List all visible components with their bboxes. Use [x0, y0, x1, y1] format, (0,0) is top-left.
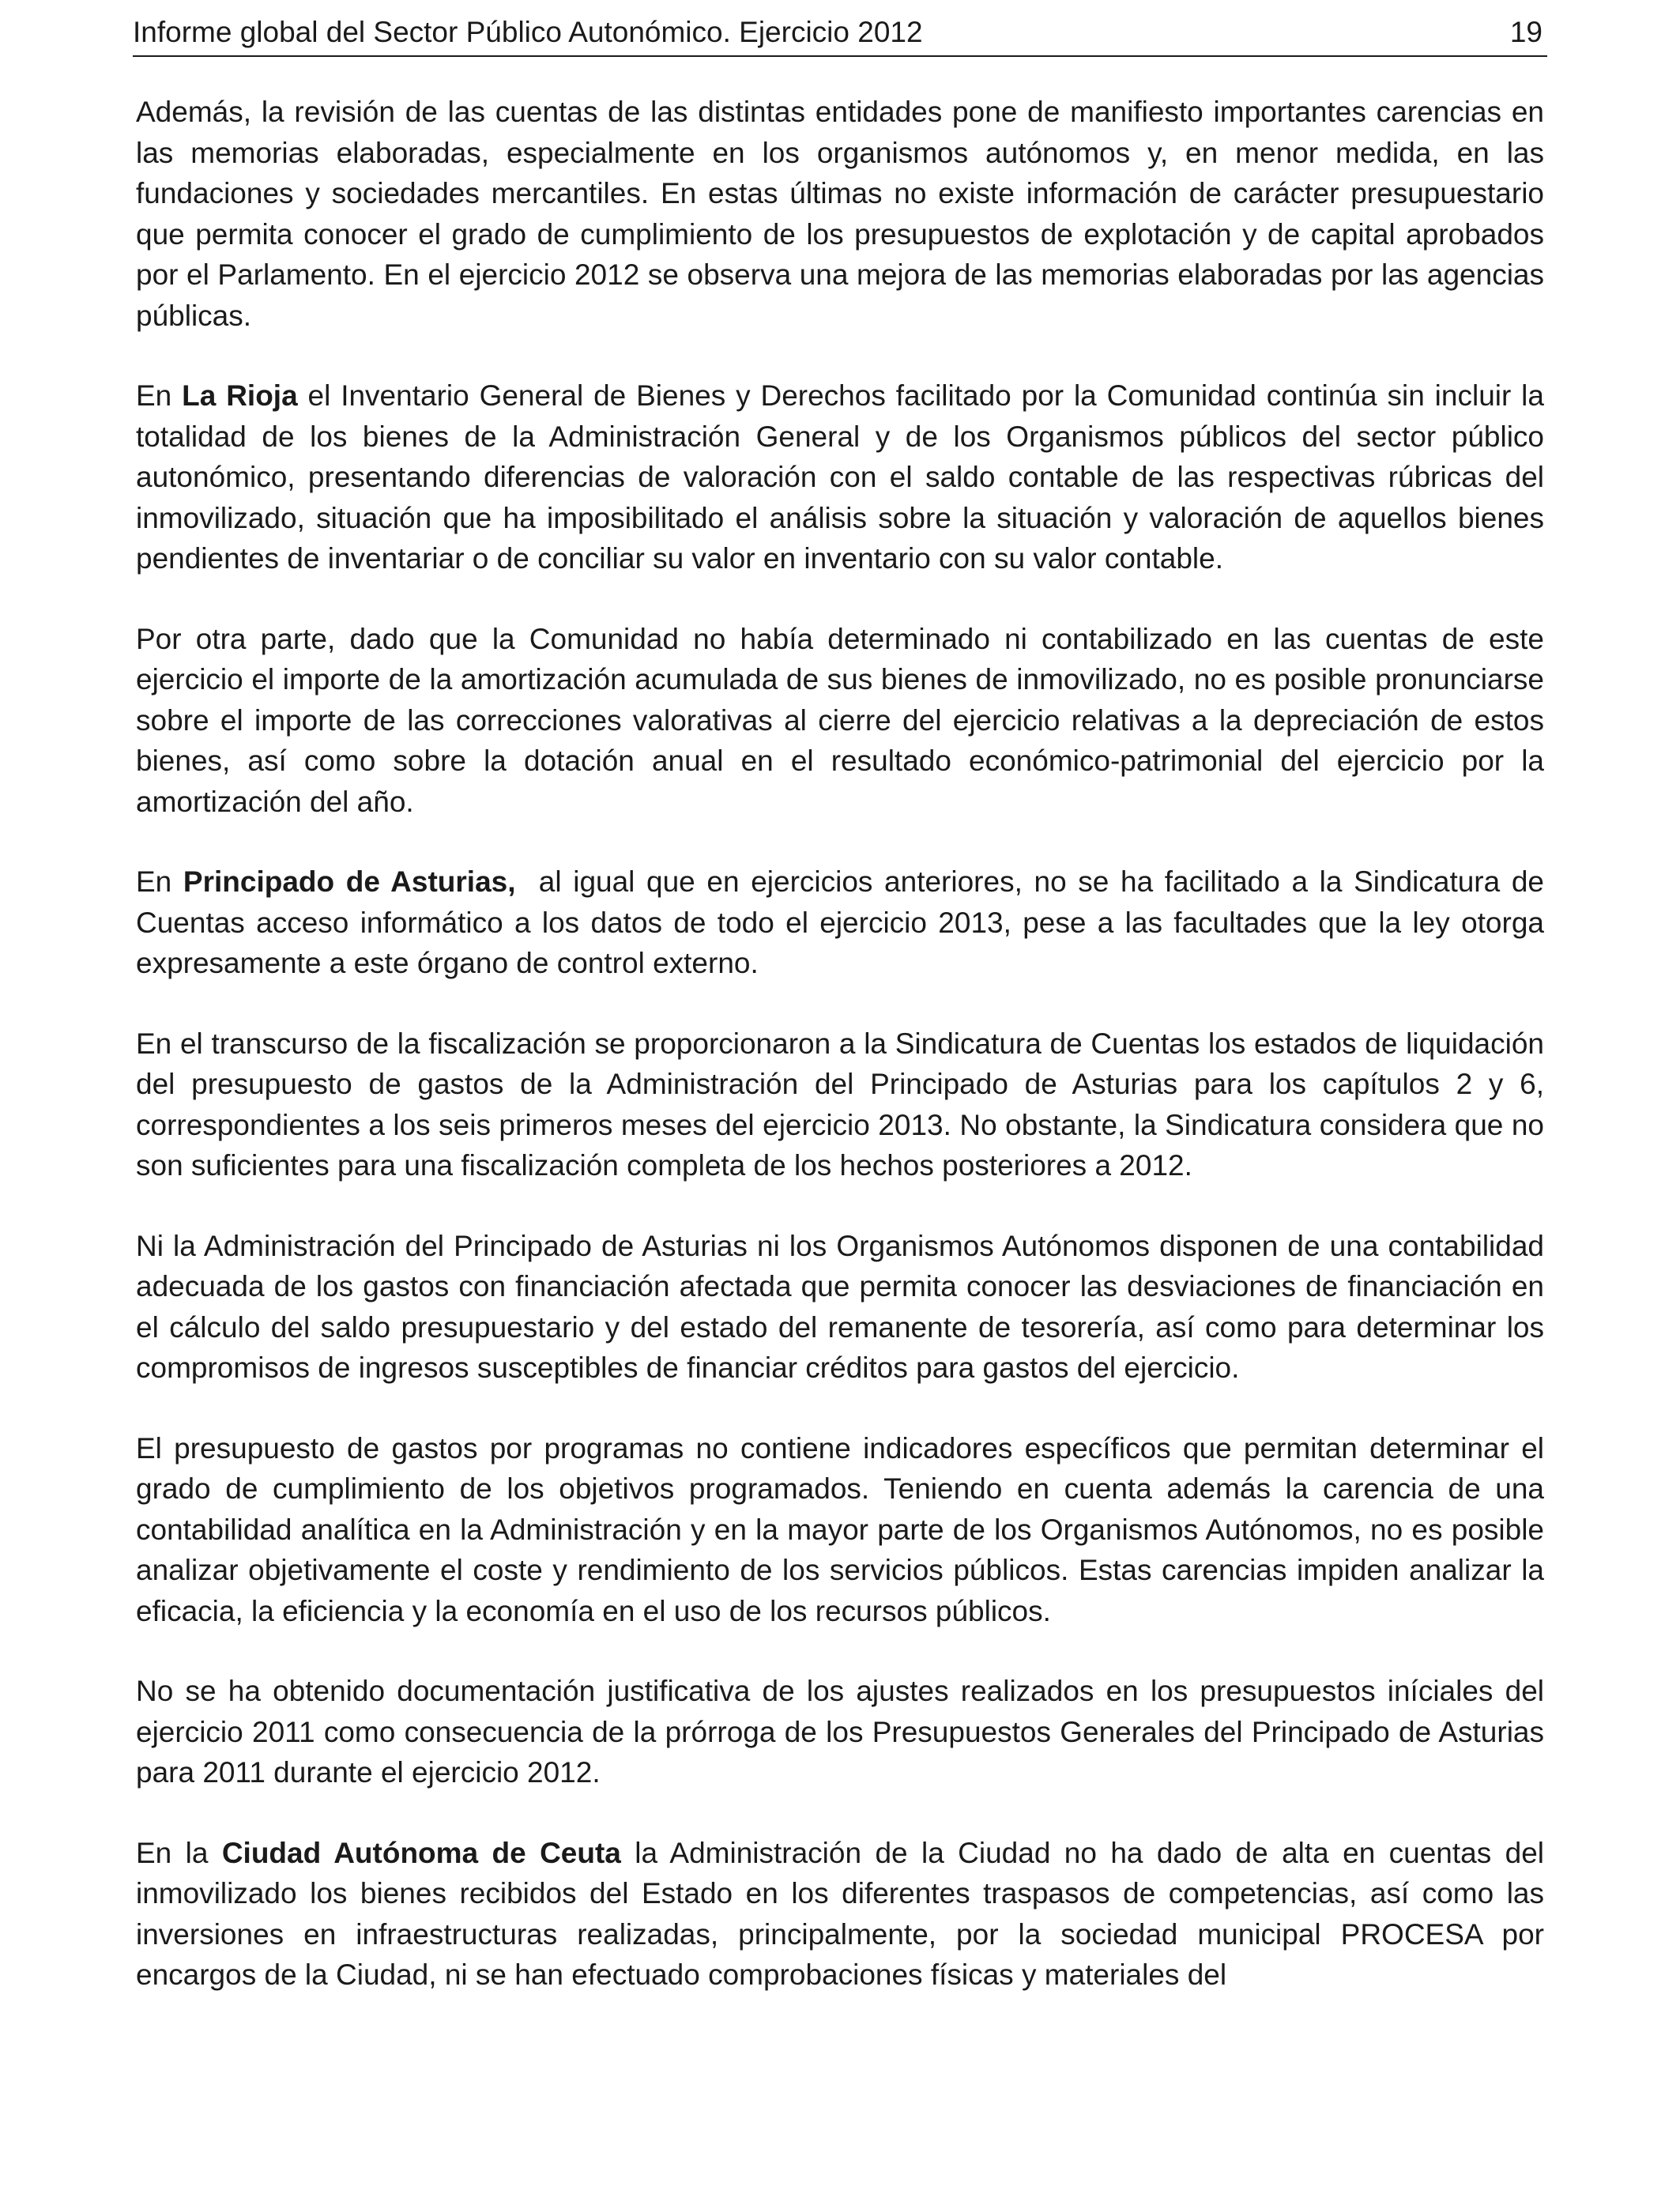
paragraph-ajustes: No se ha obtenido documentación justificativa de los ajustes realizados en los presupuestos iníciales del ejercicio 2011 como consecuencia de la prórroga de los Presupuestos Generales del Principado de Asturias para 2011 durante el ejercicio 2012. [136, 1675, 1544, 1789]
paragraph-amortizacion: Por otra parte, dado que la Comunidad no había determinado ni contabilizado en las cuentas de este ejercicio el importe de la amortización acumulada de sus bienes de inmovilizado, no es posible pronunciarse sobre el importe de las correcciones valorativas al cierre del ejercicio relativas a la depreciación de estos bienes, así como sobre la dotación anual en el resultado económico-patrimonial del ejercicio por la amortización del año. [136, 622, 1544, 818]
paragraph-fiscalizacion: En el transcurso de la fiscalización se proporcionaron a la Sindicatura de Cuentas los estados de liquidación del presupuesto de gastos de la Administración del Principado de Asturias para los capítulos 2 y 6, correspondientes a los seis primeros meses del ejercicio 2013. No obstante, la Sindicatura considera que no son suficientes para una fiscalización completa de los hechos posteriores a 2012. [136, 1027, 1544, 1182]
paragraph-principado-asturias: En Principado de Asturias, al igual que en ejercicios anteriores, no se ha facilitado a la Sindicatura de Cuentas acceso informático a los datos de todo el ejercicio 2013, pese a las facultades que la ley otorga expresamente a este órgano de control externo. [136, 865, 1553, 979]
paragraph-ceuta: En la Ciudad Autónoma de Ceuta la Administración de la Ciudad no ha dado de alta en cuentas del inmovilizado los bienes recibidos del Estado en los diferentes traspasos de competencias, así como las inversiones en infraestructuras realizadas, principalmente, por la sociedad municipal PROCESA por encargos de la Ciudad, ni se han efectuado comprobaciones físicas y materiales del [136, 1836, 1544, 1991]
paragraph-presupuesto-programas: El presupuesto de gastos por programas no contiene indicadores específicos que permitan determinar el grado de cumplimiento de los objetivos programados. Teniendo en cuenta además la carencia de una contabilidad analítica en la Administración y en la mayor parte de los Organismos Autónomos, no es posible analizar objetivamente el coste y rendimiento de los servicios públicos. Estas carencias impiden analizar la eficacia, la eficiencia y la economía en el uso de los recursos públicos. [136, 1431, 1544, 1627]
highlight-la-rioja: La Rioja [182, 379, 298, 412]
highlight-principado-asturias: Principado de Asturias, [183, 865, 516, 898]
paragraph-memorias: Además, la revisión de las cuentas de las distintas entidades pone de manifiesto importantes carencias en las memorias elaboradas, especialmente en los organismos autónomos y, en menor medida, en las fundaciones y sociedades mercantiles. En estas últimas no existe información de carácter presupuestario que permita conocer el grado de cumplimiento de los presupuestos de explotación y de capital aprobados por el Parlamento. En el ejercicio 2012 se observa una mejora de las memorias elaboradas por las agencias públicas. [136, 96, 1544, 332]
page-number: 19 [1509, 16, 1543, 48]
highlight-ceuta: Ciudad Autónoma de Ceuta [221, 1836, 621, 1869]
page-header [133, 14, 1547, 57]
paragraph-contabilidad: Ni la Administración del Principado de Asturias ni los Organismos Autónomos disponen de una contabilidad adecuada de los gastos con financiación afectada que permita conocer las desviaciones de financiación en el cálculo del saldo presupuestario y del estado del remanente de tesorería, así como para determinar los compromisos de ingresos susceptibles de financiar créditos para gastos del ejercicio. [136, 1229, 1544, 1384]
header-title: Informe global del Sector Público Autonómico. Ejercicio 2012 [133, 16, 923, 48]
document-body [136, 92, 1553, 2035]
paragraph-la-rioja: En La Rioja el Inventario General de Bienes y Derechos facilitado por la Comunidad continúa sin incluir la totalidad de los bienes de la Administración General y de los Organismos públicos del sector público autonómico, presentando diferencias de valoración con el saldo contable de las respectivas rúbricas del inmovilizado, situación que ha imposibilitado el análisis sobre la situación y valoración de aquellos bienes pendientes de inventariar o de conciliar su valor en inventario con su valor contable. [136, 379, 1544, 575]
